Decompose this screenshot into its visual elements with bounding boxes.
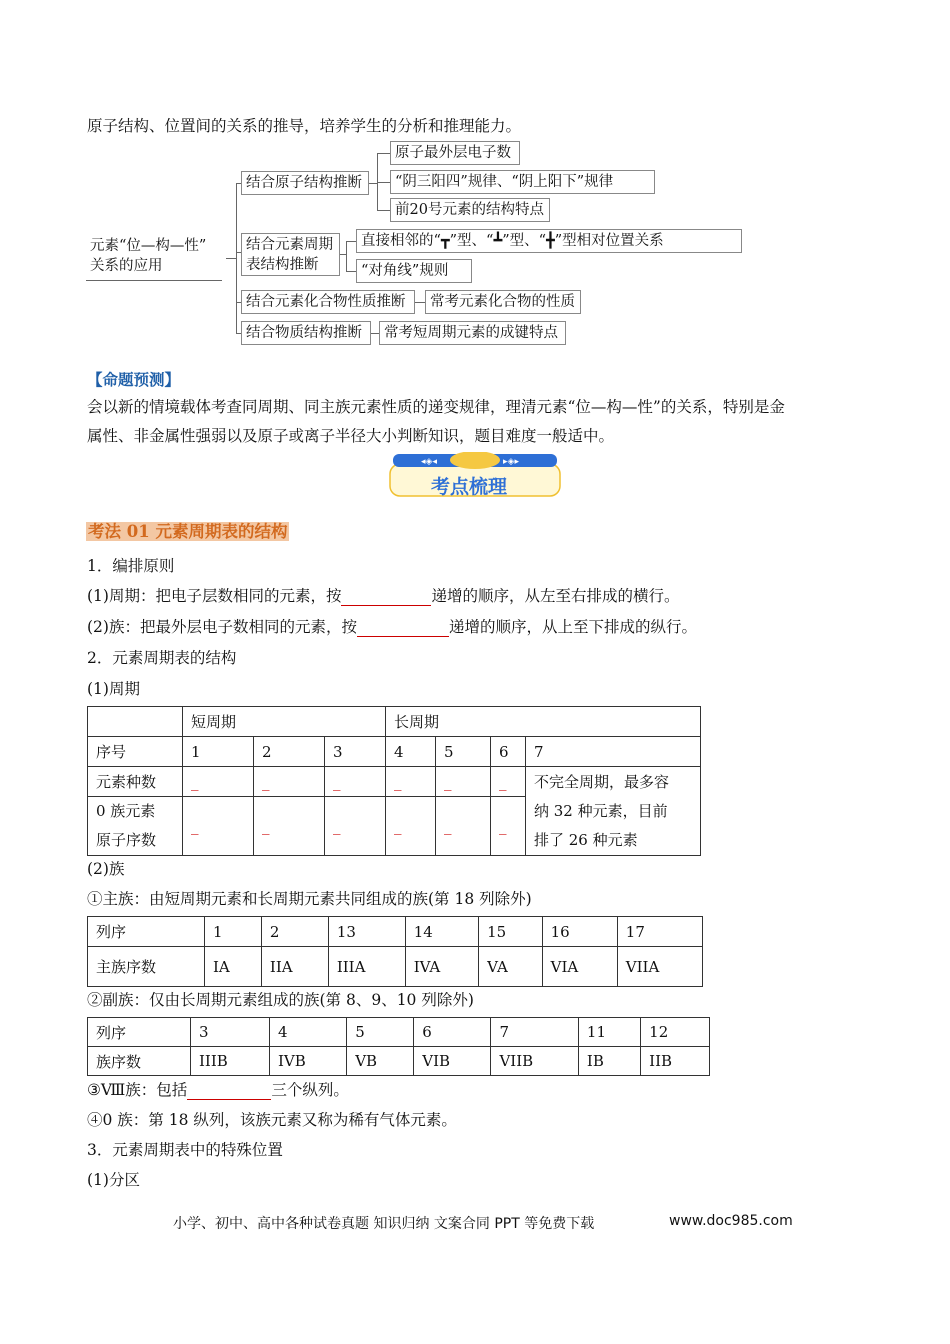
blank-count: _ — [254, 767, 325, 797]
period-num: 7 — [526, 737, 701, 767]
rule-group-post: 递增的顺序，从上至下排成的纵行。 — [448, 618, 697, 636]
rule-group — [87, 615, 697, 637]
section-1-heading: 1．编排原则 — [87, 557, 175, 575]
period-7-note — [526, 767, 701, 856]
main-col: 1 — [205, 917, 262, 947]
period-num: 3 — [325, 737, 386, 767]
mindmap-leaf-compound-props: 常考元素化合物的性质 — [425, 290, 581, 314]
mindmap-root — [86, 235, 222, 279]
section-banner — [387, 452, 563, 498]
blank-zero: _ — [254, 797, 325, 856]
sub-col: 6 — [414, 1018, 491, 1047]
blank-zero: _ — [386, 797, 436, 856]
main-val: VIA — [542, 947, 617, 987]
period-num: 1 — [183, 737, 254, 767]
mindmap-leaf-diagonal-rule: “对角线”规则 — [356, 259, 472, 283]
prediction-heading: 【命题预测】 — [87, 370, 181, 389]
mindmap-branch-pt-line2: 表结构推断 — [246, 257, 319, 273]
banner-title: 考点梳理 — [431, 476, 508, 498]
viii-post: 三个纵列。 — [271, 1081, 349, 1099]
mindmap-branch-pt-line1: 结合元素周期 — [246, 237, 333, 253]
blank-group — [357, 618, 449, 637]
sub-col: 4 — [270, 1018, 347, 1047]
sub-val: VB — [347, 1047, 414, 1076]
period-count-label: 元素种数 — [88, 767, 183, 797]
kaofa-title: 考法 01 元素周期表的结构 — [88, 522, 288, 541]
intro-text: 原子结构、位置间的关系的推导，培养学生的分析和推理能力。 — [87, 117, 522, 135]
sub-col: 7 — [491, 1018, 578, 1047]
period-num: 6 — [491, 737, 526, 767]
zero-group: ④0 族：第 18 纵列，该族元素又称为稀有气体元素。 — [87, 1111, 457, 1129]
period-short-header: 短周期 — [183, 707, 386, 737]
main-col-label: 列序 — [88, 917, 205, 947]
main-val: IIIA — [328, 947, 405, 987]
rule-period-post: 递增的顺序，从左至右排成的横行。 — [431, 587, 680, 605]
main-col: 14 — [405, 917, 478, 947]
main-val: IIA — [261, 947, 328, 987]
section-3-heading: 3．元素周期表中的特殊位置 — [87, 1141, 283, 1159]
mindmap-branch-compound-properties: 结合元素化合物性质推断 — [241, 290, 415, 314]
mindmap-leaf-yin-yang-rule: “阴三阳四”规律、“阴上阳下”规律 — [390, 170, 655, 194]
main-col: 2 — [261, 917, 328, 947]
mindmap-leaf-adjacent-shapes: 直接相邻的“┳”型、“┻”型、“╋”型相对位置关系 — [356, 229, 742, 253]
blank-count: _ — [491, 767, 526, 797]
period-index-label: 序号 — [88, 737, 183, 767]
prediction-line1: 会以新的情境载体考查同周期、同主族元素性质的递变规律，理清元素“位—构—性”的关系，特别是金 — [87, 398, 785, 416]
mindmap-root-line2: 关系的应用 — [90, 258, 163, 274]
mindmap-leaf-first20: 前20号元素的结构特点 — [390, 198, 550, 222]
sub-col-label: 列序 — [88, 1018, 191, 1047]
sub-val: IB — [578, 1047, 640, 1076]
mindmap-branch-substance-structure: 结合物质结构推断 — [241, 321, 371, 345]
mindmap-leaf-outer-electrons: 原子最外层电子数 — [390, 141, 520, 165]
sub-group-title: ②副族：仅由长周期元素组成的族(第 8、9、10 列除外) — [87, 991, 474, 1009]
svg-text:▸◈▸: ▸◈▸ — [503, 457, 519, 467]
section-2-heading: 2．元素周期表的结构 — [87, 649, 237, 667]
main-group-title: ①主族：由短周期元素和长周期元素共同组成的族(第 18 列除外) — [87, 890, 532, 908]
main-val: IA — [205, 947, 262, 987]
blank-count: _ — [436, 767, 491, 797]
rule-group-pre: (2)族：把最外层电子数相同的元素，按 — [87, 618, 357, 636]
blank-zero: _ — [325, 797, 386, 856]
blank-count: _ — [325, 767, 386, 797]
mindmap-branch-atomic-structure: 结合原子结构推断 — [241, 171, 369, 195]
main-val: VA — [479, 947, 542, 987]
main-col: 15 — [479, 917, 542, 947]
subsection-period: (1)周期 — [87, 680, 140, 698]
sub-val: IVB — [270, 1047, 347, 1076]
viii-group — [87, 1078, 349, 1100]
sub-group-table — [87, 1017, 710, 1076]
main-col: 17 — [617, 917, 702, 947]
mindmap-root-line1: 元素“位—构—性” — [90, 238, 207, 254]
period-num: 4 — [386, 737, 436, 767]
sub-num-label: 族序数 — [88, 1047, 191, 1076]
subsection-group: (2)族 — [87, 860, 125, 878]
sub-val: VIB — [414, 1047, 491, 1076]
sub-val: IIB — [641, 1047, 710, 1076]
prediction-line2: 属性、非金属性强弱以及原子或离子半径大小判断知识，题目难度一般适中。 — [87, 427, 615, 445]
blank-count: _ — [183, 767, 254, 797]
main-group-table — [87, 916, 703, 987]
svg-text:◂◈◂: ◂◈◂ — [421, 457, 437, 467]
period-num: 2 — [254, 737, 325, 767]
period-7-note-line: 排了 26 种元素 — [534, 830, 638, 849]
period-zero-line: 原子序数 — [96, 831, 157, 849]
main-val: VIIA — [617, 947, 702, 987]
rule-period-pre: (1)周期：把电子层数相同的元素，按 — [87, 587, 342, 605]
period-table — [87, 706, 701, 856]
main-val: IVA — [405, 947, 478, 987]
blank-zero: _ — [183, 797, 254, 856]
sub-val: VIIB — [491, 1047, 578, 1076]
sub-col: 11 — [578, 1018, 640, 1047]
main-col: 16 — [542, 917, 617, 947]
rule-period — [87, 584, 679, 606]
footer-text: 小学、初中、高中各种试卷真题 知识归纳 文案合同 PPT 等免费下载 — [173, 1216, 595, 1232]
period-zero-line: 0 族元素 — [96, 802, 156, 820]
main-col: 13 — [328, 917, 405, 947]
period-num: 5 — [436, 737, 491, 767]
blank-zero: _ — [491, 797, 526, 856]
period-7-note-line: 纳 32 种元素，目前 — [534, 801, 668, 820]
blank-zero: _ — [436, 797, 491, 856]
period-7-note-line: 不完全周期，最多容 — [534, 772, 670, 791]
sub-col: 5 — [347, 1018, 414, 1047]
viii-pre: ③Ⅷ族：包括 — [87, 1081, 188, 1099]
blank-count: _ — [386, 767, 436, 797]
subsection-zones: (1)分区 — [87, 1171, 140, 1189]
period-long-header: 长周期 — [386, 707, 701, 737]
sub-col: 3 — [191, 1018, 270, 1047]
mindmap-branch-periodic-table — [241, 233, 340, 276]
main-num-label: 主族序数 — [88, 947, 205, 987]
sub-col: 12 — [641, 1018, 710, 1047]
sub-val: IIIB — [191, 1047, 270, 1076]
blank-viii — [187, 1081, 271, 1100]
period-zero-label — [88, 797, 183, 856]
mindmap-leaf-bonding: 常考短周期元素的成键特点 — [379, 321, 566, 345]
footer-url[interactable]: www.doc985.com — [669, 1213, 793, 1229]
blank-period — [341, 587, 431, 606]
